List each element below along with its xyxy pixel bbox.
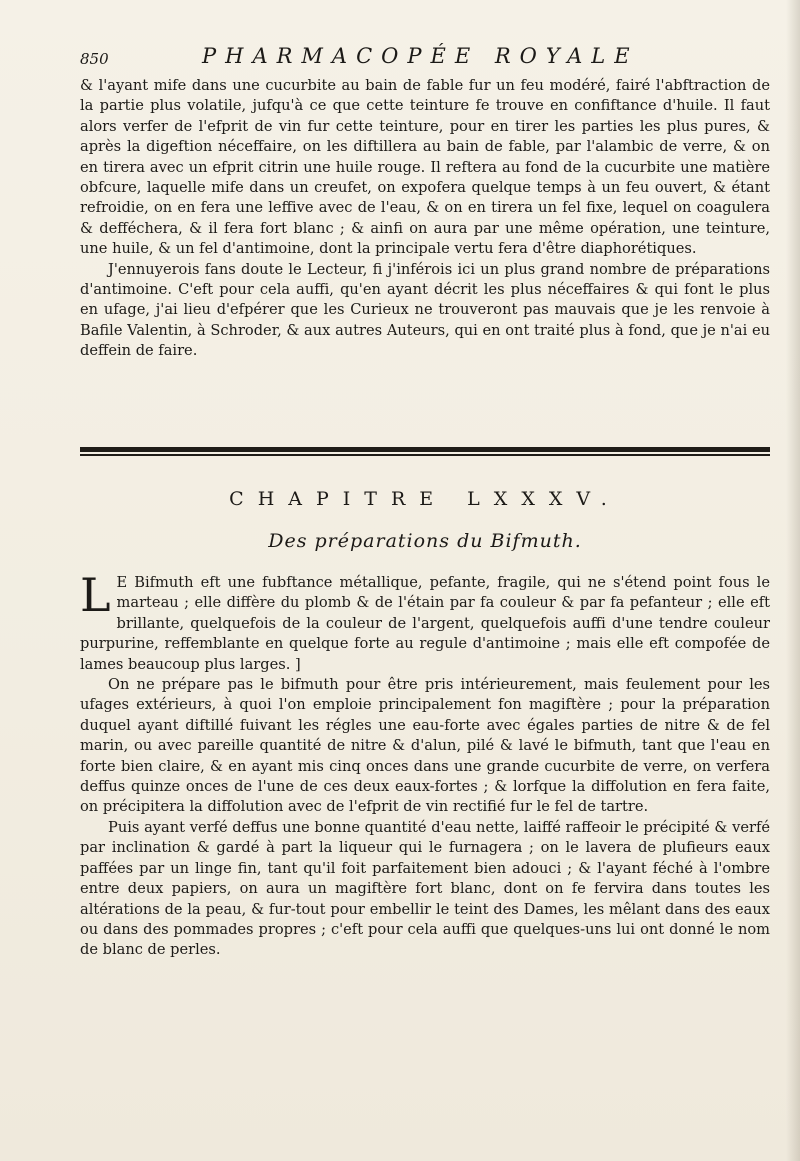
- page-number: 850: [80, 50, 109, 68]
- paragraph-closing-antimony: J'ennuyerois fans doute le Lecteur, fi j'inférois ici un plus grand nombre de préparations d'antimoine. C'eft pour cela auffi, qu'en ayant décrit les plus néceffaires & qui font le plus en ufage, j'ai lieu d'efpérer que les Curieux ne trouveront pas mauvais que je les renvoie à Bafile Valentin, à Schroder, & aux autres Auteurs, qui en ont traité plus à fond, que je n'ai eu deffein de faire.: [80, 260, 770, 360]
- running-head: PHARMACOPÉE ROYALE: [202, 44, 639, 68]
- paragraph-bismuth-preparation: On ne prépare pas le bifmuth pour être pris intérieurement, mais feulement pour les ufages extérieurs, à quoi l'on emploie principalement fon magiftère ; pour la préparation duquel ayant diftillé fuivant les régles une eau-forte avec égales parties de nitre & de fel marin, ou avec pareille quantité de nitre & d'alun, pilé & lavé le bifmuth, tant que l'eau en forte bien claire, & en ayant mis cinq onces dans une grande cucurbite de verre, on verfera deffus quinze onces de l'une de ces deux eaux-fortes ; & lorfque la diffolution en fera faite, on précipitera la diffolution avec de l'efprit de vin rectifié fur le fel de tartre.: [80, 676, 770, 816]
- paragraph-antimony-tincture: & l'ayant mife dans une cucurbite au bain de fable fur un feu modéré, fairé l'abftraction de la partie plus volatile, jufqu'à ce que cette teinture fe trouve en confiftance d'huile. Il faut alors verfer de l'efprit de vin fur cette teinture, pour en tirer les parties les plus pures, & après la digeftion néceffaire, on les diftillera au bain de fable, par l'alambic de verre, & on en tirera avec un efprit citrin une huile rouge. Il reftera au fond de la cucurbite une matière obfcure, laquelle mife dans un creufet, on expofera quelque temps à un feu ouvert, & étant refroidie, on en fera une leffive avec de l'eau, & on en tirera un fel fixe, lequel on coagulera & defféchera, & il fera fort blanc ; & ainfi on aura par une même opération, une teinture, une huile, & un fel d'antimoine, dont la principale vertu fera d'être diaphorétiques.: [80, 77, 770, 258]
- top-text-block: [80, 76, 770, 362]
- bismuth-description-text: E Bifmuth eft une fubftance métallique, pefante, fragile, qui ne s'étend point fous le marteau ; elle diffère du plomb & de l'étain par fa couleur & par fa pefanteur ; elle eft brillante, quelquefois de la couleur de l'argent, quelquefois auffi d'une tendre couleur purpurine, reffemblante en quelque forte au regule d'antimoine ; mais elle eft compofée de lames beaucoup plus larges. ]: [80, 574, 770, 673]
- chapter-divider-rule: [80, 447, 770, 457]
- drop-cap-initial: L: [80, 568, 111, 622]
- page-header: [80, 44, 780, 74]
- chapter-title: CHAPITRE LXXXV.: [229, 488, 621, 510]
- divider-thick-line: [80, 447, 770, 452]
- section-subtitle: Des préparations du Bifmuth.: [268, 530, 582, 552]
- paragraph-bismuth-description: [80, 568, 770, 675]
- bottom-text-block: [80, 568, 770, 961]
- divider-thin-line: [80, 454, 770, 456]
- page-edge-shadow: [786, 0, 800, 1161]
- paragraph-bismuth-magistery: Puis ayant verfé deffus une bonne quantité d'eau nette, laiffé raffeoir le précipité & verfé par inclination & gardé à part la liqueur qui le furnagera ; on le lavera de plufieurs eaux paffées par un linge fin, tant qu'il foit parfaitement bien adouci ; & l'ayant féché à l'ombre entre deux papiers, on aura un magiftère fort blanc, dont on fe fervira dans toutes les altérations de la peau, & fur-tout pour embellir le teint des Dames, les mêlant dans des eaux ou dans des pommades propres ; c'eft pour cela auffi que quelques-uns lui ont donné le nom de blanc de perles.: [80, 818, 770, 959]
